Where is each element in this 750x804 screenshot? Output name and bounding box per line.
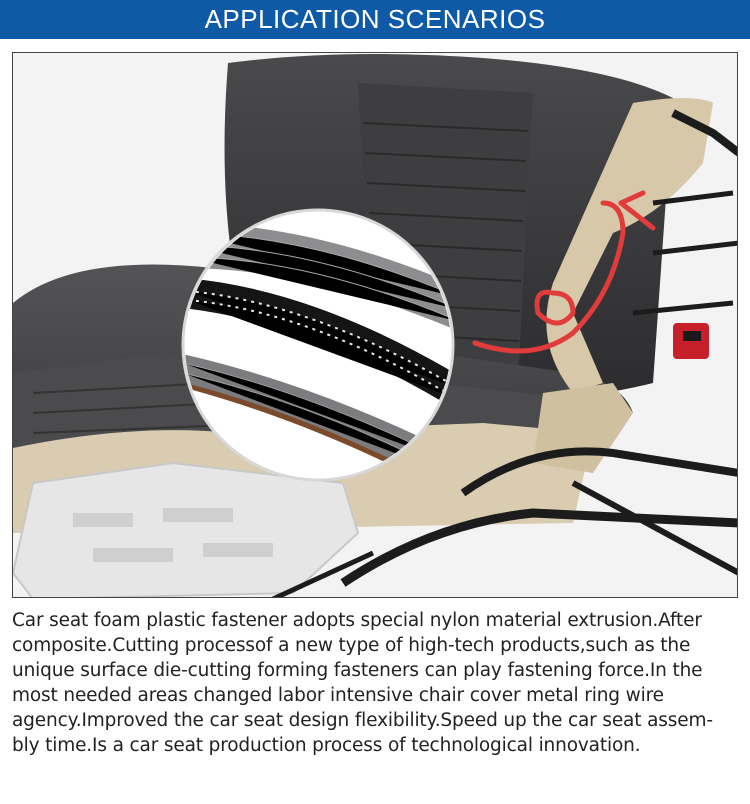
page-title: APPLICATION SCENARIOS xyxy=(204,4,546,34)
product-description: Car seat foam plastic fastener adopts special nylon material extrusion.After composite.Cutting processof a new type of high-tech products,such as the unique surface die-cutting forming fasteners can play fastening force.In the most needed areas changed labor intensive chair cover metal ring wire agency.Improved the car seat design flexibility.Speed up the car seat assem-bly time.Is a car seat production process of technological innovation. xyxy=(12,610,713,756)
plastic-tray xyxy=(13,463,358,598)
product-photo xyxy=(12,52,738,598)
header-banner xyxy=(0,0,750,39)
